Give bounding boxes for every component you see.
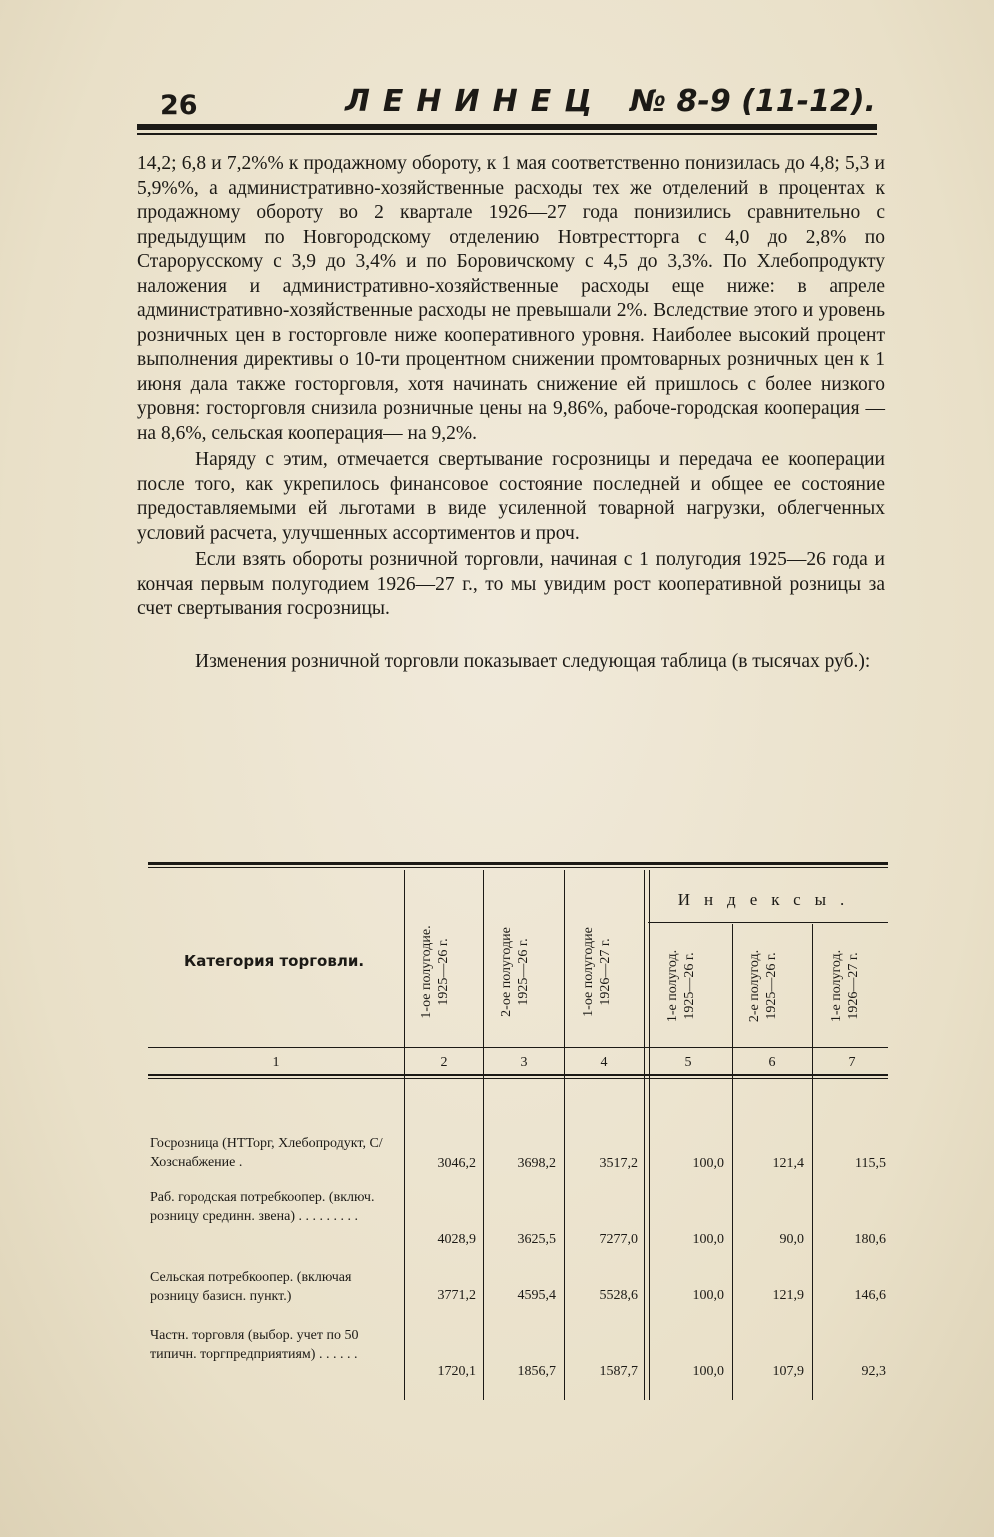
table-cell: 121,4 [772,1156,804,1171]
row-label: Госрозница (НТТорг, Хлебопродукт, С/Хозснабжение . [150,1136,383,1170]
table-cell: 1856,7 [517,1364,556,1379]
column-header: 2-е полугод. 1925—26 г. [747,949,779,1023]
column-header: 1-ое полугодие. 1925—26 г. [419,925,451,1019]
table-cell: 1720,1 [437,1364,476,1379]
page-header [160,82,880,128]
row-label: Сельская потребкоопер. (включая розницу базисн. пункт.) [150,1270,352,1304]
table-cell: 115,5 [855,1156,886,1171]
table-cell: 3517,2 [599,1156,638,1171]
column-number: 1 [272,1055,280,1070]
retail-trade-table [148,862,888,1402]
table-cell: 100,0 [692,1232,724,1247]
issue-number: № 8-9 (11-12). [630,84,876,119]
category-header: Категория торговли. [183,952,365,970]
table-cell: 100,0 [692,1288,724,1303]
header-rule-thin [137,133,877,135]
colnum-bottom-rule-thin [148,1078,888,1079]
indices-rule [648,922,888,923]
page-number: 26 [160,90,198,121]
table-top-rule-thin [148,867,888,868]
article-body [137,152,885,674]
column-number: 4 [600,1055,608,1070]
column-number: 2 [440,1055,448,1070]
journal-title: ЛЕНИНЕЦ [345,84,606,119]
header-rule [137,124,877,130]
col-divider [564,870,565,1400]
column-number: 6 [768,1055,776,1070]
paragraph: Если взять обороты розничной торговли, начиная с 1 полугодия 1925—26 года и кончая первым полугодием 1926—27 г., то мы увидим рост кооперативной розницы за счет свертывания госрозницы. [137,549,885,619]
table-cell: 1587,7 [599,1364,638,1379]
table-cell: 180,6 [854,1232,886,1247]
table-cell: 4595,4 [517,1288,556,1303]
table-cell: 3771,2 [437,1288,476,1303]
col-divider [483,870,484,1400]
colnum-bottom-rule [148,1074,888,1076]
table-cell: 3046,2 [437,1156,476,1171]
col-divider-double [644,870,650,1400]
table-cell: 107,9 [772,1364,804,1379]
table-cell: 90,0 [779,1232,804,1247]
indices-header: Индексы. [677,890,859,909]
table-cell: 100,0 [692,1364,724,1379]
row-label: Раб. городская потребкоопер. (включ. розницу срединн. звена) . . . . . . . . . [150,1190,375,1224]
table-intro: Изменения розничной торговли показывает следующая таблица (в тысячах руб.): [195,650,871,672]
column-number: 3 [520,1055,528,1070]
column-header: 1-ое полугодие 1926—27 г. [581,927,613,1017]
column-number: 7 [848,1055,856,1070]
paragraph: Наряду с этим, отмечается свертывание госрозницы и передача ее кооперации после того, как укрепилось финансовое состояние последней и общее ее состояние предоставляемыми ей льготами в виде усиленной товарной нагрузки, облегченных условий расчета, улучшенных ассортиментов и проч. [137,449,885,544]
table-top-rule [148,862,888,865]
table-cell: 92,3 [861,1364,886,1379]
col-divider [732,924,733,1400]
column-header: 1-е полугод. 1925—26 г. [665,949,697,1023]
row-label: Частн. торговля (выбор. учет по 50 типичн. торгпредприятиям) . . . . . . [150,1328,359,1362]
table-cell: 5528,6 [599,1288,638,1303]
table-cell: 121,9 [772,1288,804,1303]
col-divider [404,870,405,1400]
col-divider [812,924,813,1400]
table-cell: 3698,2 [517,1156,556,1171]
table-cell: 100,0 [692,1156,724,1171]
table-cell: 7277,0 [599,1232,638,1247]
header-bottom-rule [148,1047,888,1048]
column-header: 2-ое полугодие 1925—26 г. [499,927,531,1017]
table-cell: 3625,5 [517,1232,556,1247]
column-number: 5 [684,1055,692,1070]
table-cell: 146,6 [854,1288,886,1303]
paragraph: 14,2; 6,8 и 7,2%% к продажному обороту, к 1 мая соответственно понизилась до 4,8; 5,3 и 5,9%%, а административно-хозяйственные расходы тех же отделений в процентах к продажному обороту во 2 квартале 1926—27 года понизились сравнительно с предыдущим по Новгородскому отделению Новтрестторга с 4,0 до 2,8% по Старорусскому с 3,9 до 3,4% и по Боровичскому с 4,5 до 3,3%. По Хлебопродукту наложения и административно-хозяйственные расходы еще ниже: в апреле административно-хозяйственные расходы не превышали 2%. Вследствие этого и уровень розничных цен в госторговле ниже кооперативного уровня. Наиболее высокий процент выполнения директивы о 10-ти процентном снижении промтоварных розничных цен к 1 июня дала также госторговля, хотя начинать снижение ей пришлось с более низкого уровня: госторговля снизила розничные цены на 9,86%, рабоче-городская кооперация — на 8,6%, сельская кооперация— на 9,2%. [137,153,885,444]
column-header: 1-е полугод. 1926—27 г. [829,949,861,1023]
table-cell: 4028,9 [437,1232,476,1247]
